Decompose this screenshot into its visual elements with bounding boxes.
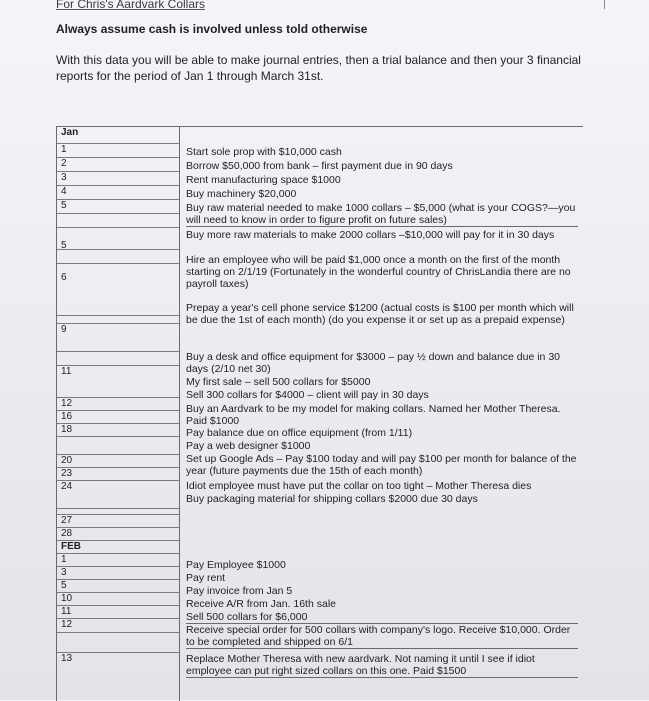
date-cell: 13 (61, 653, 73, 664)
transaction-description: Pay Employee $1000 (186, 559, 286, 571)
date-cell: 5 (57, 228, 179, 250)
transaction-description: Idiot employee must have put the collar on too tight – Mother Theresa dies (186, 480, 532, 492)
date-cell: 28 (57, 528, 179, 541)
assumption-note: Always assume cash is involved unless told otherwise (56, 22, 368, 36)
date-cell: 4 (57, 186, 179, 200)
transaction-description: Receive special order for 500 collars with company's logo. Receive $10,000. Order to be completed and shipped on 6/1 (186, 624, 578, 649)
month-header-feb: FEB (57, 541, 179, 554)
date-cell: 11 (57, 366, 179, 398)
date-cell: 5 (57, 200, 179, 214)
date-cell: 3 (57, 172, 179, 186)
date-cell: 11 (57, 606, 179, 619)
transaction-description: Sell 500 collars for $6,000 (186, 611, 578, 624)
date-cell: 24 (57, 481, 179, 509)
transaction-description: Set up Google Ads – Pay $100 today and will pay $100 per month for balance of the year (future payments due the 15th of each month) (186, 453, 577, 478)
date-cell (57, 437, 179, 455)
document-title: For Chris's Aardvark Collars (56, 0, 205, 11)
transaction-description: Buy packaging material for shipping collars $2000 due 30 days (186, 493, 478, 505)
date-cell: 27 (57, 515, 179, 528)
transaction-description: Pay invoice from Jan 5 (186, 585, 293, 597)
date-cell: 16 (57, 411, 179, 424)
date-cell (57, 633, 179, 653)
page-corner-mark (604, 0, 605, 9)
transaction-description: My first sale – sell 500 collars for $5000 (186, 376, 371, 388)
transaction-description: Rent manufacturing space $1000 (186, 174, 341, 186)
description-column (179, 127, 583, 701)
transaction-description: Hire an employee who will be paid $1,000 once a month on the first of the month starting on 2/1/19 (Fortunately in the wonderful country of ChrisLandia there are no payroll taxes) (186, 254, 571, 291)
transaction-description: Buy an Aardvark to be my model for making collars. Named her Mother Theresa. Paid $1000 (186, 403, 561, 428)
transaction-description: Pay a web designer $1000 (186, 440, 311, 452)
transaction-description: Replace Mother Theresa with new aardvark. Not naming it until I see if idiot employee can put right sized collars on this one. Paid $1500 (186, 653, 578, 678)
date-cell (57, 316, 179, 324)
date-cell: 3 (57, 567, 179, 580)
transaction-description: Sell 300 collars for $4000 – client will pay in 30 days (186, 389, 429, 401)
month-header-jan: Jan (57, 127, 179, 144)
transaction-description: Prepay a year's cell phone service $1200 (actual costs is $100 per month which will be due the 1st of each month) (do you expense it or set up as a prepaid expense) (186, 302, 574, 327)
date-column (57, 127, 179, 701)
date-cell (57, 250, 179, 264)
date-cell (57, 214, 179, 228)
date-cell: 6 (57, 264, 179, 316)
date-cell: 12 (57, 398, 179, 411)
date-cell: 23 (57, 468, 179, 481)
transaction-description: Pay rent (186, 572, 226, 584)
date-cell: 1 (57, 554, 179, 567)
date-cell (57, 352, 179, 366)
date-cell: 5 (57, 580, 179, 593)
date-cell: 10 (57, 593, 179, 606)
date-cell: 2 (57, 158, 179, 172)
intro-paragraph: With this data you will be able to make journal entries, then a trial balance and then your 3 financial reports for the period of Jan 1 through March 31st. (56, 53, 581, 83)
date-cell: 1 (57, 144, 179, 158)
transaction-description: Buy a desk and office equipment for $3000 – pay ½ down and balance due in 30 days (2/10 net 30) (186, 351, 560, 376)
transaction-description: Start sole prop with $10,000 cash (186, 146, 342, 158)
date-cell: 18 (57, 424, 179, 437)
transaction-description: Buy machinery $20,000 (186, 188, 297, 200)
date-cell: 12 (57, 619, 179, 633)
transaction-description: Receive A/R from Jan. 16th sale (186, 598, 336, 610)
date-cell: 20 (57, 455, 179, 468)
transactions-table (56, 126, 583, 701)
transaction-description: Borrow $50,000 from bank – first payment due in 90 days (186, 160, 453, 172)
date-cell: 9 (57, 324, 179, 352)
transaction-description: Buy more raw materials to make 2000 collars –$10,000 will pay for it in 30 days (186, 229, 555, 241)
transaction-description: Buy raw material needed to make 1000 collars – $5,000 (what is your COGS?—you will need to know in order to figure profit on future sales) (186, 202, 578, 227)
transaction-description: Pay balance due on office equipment (from 1/11) (186, 427, 413, 439)
